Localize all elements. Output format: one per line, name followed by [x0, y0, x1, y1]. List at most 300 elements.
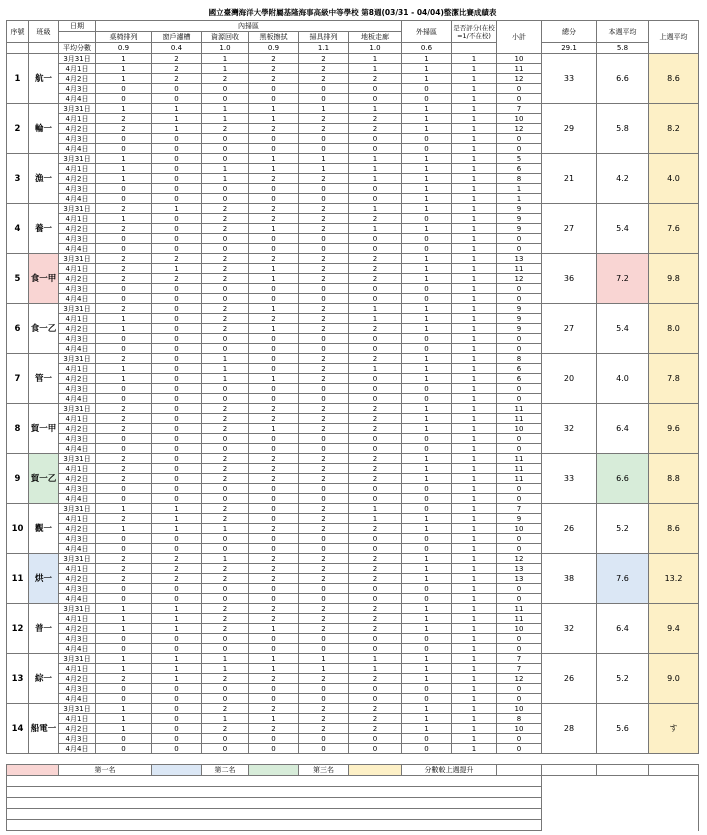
score-cell: 0 — [202, 194, 249, 204]
score-cell: 1 — [349, 364, 402, 374]
score-cell: 1 — [402, 184, 452, 194]
score-cell: 1 — [202, 104, 249, 114]
seat-number: 5 — [7, 254, 29, 304]
score-cell: 1 — [402, 254, 452, 264]
subtotal-cell: 0 — [497, 434, 542, 444]
score-cell: 0 — [299, 684, 349, 694]
score-cell: 0 — [152, 224, 202, 234]
scored-flag: 1 — [452, 404, 497, 414]
score-cell: 2 — [202, 704, 249, 714]
total-score: 29 — [542, 104, 597, 154]
score-cell: 1 — [402, 514, 452, 524]
date-cell: 4月3日 — [59, 234, 96, 244]
date-cell: 4月2日 — [59, 574, 96, 584]
scored-flag: 1 — [452, 434, 497, 444]
score-cell: 2 — [152, 554, 202, 564]
score-cell: 2 — [96, 674, 152, 684]
score-cell: 0 — [96, 134, 152, 144]
score-cell: 2 — [349, 114, 402, 124]
score-cell: 1 — [402, 704, 452, 714]
subtotal-cell: 0 — [497, 644, 542, 654]
date-cell: 4月2日 — [59, 624, 96, 634]
total-header: 總分 — [542, 21, 597, 43]
score-cell: 2 — [299, 404, 349, 414]
score-cell: 0 — [349, 484, 402, 494]
score-cell: 2 — [349, 404, 402, 414]
date-cell: 4月2日 — [59, 74, 96, 84]
score-cell: 1 — [202, 524, 249, 534]
score-cell: 1 — [349, 504, 402, 514]
item-header: 掃具排列 — [299, 32, 349, 43]
class-name: 烘一 — [29, 554, 59, 604]
score-cell: 2 — [299, 414, 349, 424]
score-cell: 0 — [152, 434, 202, 444]
score-cell: 0 — [249, 644, 299, 654]
score-cell: 1 — [299, 154, 349, 164]
scored-flag: 1 — [452, 114, 497, 124]
score-cell: 1 — [402, 304, 452, 314]
subtotal-cell: 9 — [497, 514, 542, 524]
score-cell: 2 — [299, 564, 349, 574]
score-cell: 1 — [152, 614, 202, 624]
score-cell: 2 — [299, 54, 349, 64]
subtotal-cell: 10 — [497, 114, 542, 124]
score-cell: 2 — [152, 74, 202, 84]
subtotal-cell: 10 — [497, 524, 542, 534]
score-cell: 2 — [249, 604, 299, 614]
score-cell: 0 — [299, 134, 349, 144]
score-cell: 1 — [402, 124, 452, 134]
subtotal-cell: 10 — [497, 704, 542, 714]
score-cell: 1 — [249, 274, 299, 284]
date-cell: 4月2日 — [59, 374, 96, 384]
score-cell: 0 — [349, 734, 402, 744]
score-cell: 0 — [249, 194, 299, 204]
score-cell: 1 — [402, 574, 452, 584]
date-cell: 4月2日 — [59, 674, 96, 684]
subtotal-cell: 11 — [497, 604, 542, 614]
score-cell: 0 — [349, 584, 402, 594]
subtotal-cell: 11 — [497, 404, 542, 414]
score-cell: 2 — [202, 504, 249, 514]
score-cell: 1 — [96, 724, 152, 734]
date-cell: 4月4日 — [59, 294, 96, 304]
score-cell: 1 — [152, 654, 202, 664]
subtotal-cell: 0 — [497, 144, 542, 154]
scored-flag: 1 — [452, 244, 497, 254]
empty-row — [7, 776, 699, 787]
scored-flag: 1 — [452, 314, 497, 324]
scored-flag: 1 — [452, 714, 497, 724]
score-cell: 2 — [349, 214, 402, 224]
date-cell: 3月31日 — [59, 554, 96, 564]
score-cell: 0 — [152, 644, 202, 654]
score-cell: 1 — [349, 154, 402, 164]
scored-flag: 1 — [452, 454, 497, 464]
subtotal-cell: 0 — [497, 634, 542, 644]
class-name: 輪一 — [29, 104, 59, 154]
score-cell: 2 — [299, 364, 349, 374]
scored-flag: 1 — [452, 374, 497, 384]
score-cell: 2 — [299, 504, 349, 514]
date-cell: 4月1日 — [59, 214, 96, 224]
last-week-average: 7.6 — [649, 204, 699, 254]
score-cell: 2 — [249, 704, 299, 714]
score-cell: 2 — [202, 124, 249, 134]
date-cell: 4月4日 — [59, 644, 96, 654]
subtotal-cell: 11 — [497, 414, 542, 424]
score-cell: 2 — [299, 554, 349, 564]
week-average: 4.2 — [597, 154, 649, 204]
date-cell: 4月1日 — [59, 164, 96, 174]
score-cell: 0 — [152, 294, 202, 304]
score-cell: 1 — [96, 524, 152, 534]
date-header: 日期 — [59, 21, 96, 32]
score-cell: 1 — [402, 314, 452, 324]
score-cell: 0 — [402, 234, 452, 244]
legend-label-first: 第一名 — [59, 765, 152, 776]
score-cell: 0 — [152, 454, 202, 464]
scored-flag: 1 — [452, 304, 497, 314]
scored-flag: 1 — [452, 154, 497, 164]
score-cell: 1 — [402, 64, 452, 74]
page-title: 國立臺灣海洋大學附屬基隆海事高級中等學校 第8週(03/31 - 04/04)整潔比賽成績表 — [7, 6, 699, 21]
subtotal-cell: 7 — [497, 664, 542, 674]
score-cell: 1 — [96, 214, 152, 224]
total-score: 38 — [542, 554, 597, 604]
subtotal-cell: 13 — [497, 254, 542, 264]
score-cell: 1 — [202, 554, 249, 564]
date-cell: 3月31日 — [59, 704, 96, 714]
date-cell: 4月4日 — [59, 544, 96, 554]
score-cell: 2 — [96, 224, 152, 234]
score-cell: 2 — [299, 474, 349, 484]
blank-cell — [497, 765, 542, 776]
date-cell: 3月31日 — [59, 254, 96, 264]
legend-swatch-third — [249, 765, 299, 776]
score-cell: 2 — [249, 474, 299, 484]
subtotal-cell: 7 — [497, 104, 542, 114]
date-cell: 4月4日 — [59, 344, 96, 354]
score-cell: 1 — [402, 564, 452, 574]
date-cell: 4月2日 — [59, 174, 96, 184]
subtotal-cell: 11 — [497, 474, 542, 484]
score-cell: 0 — [249, 134, 299, 144]
score-cell: 0 — [402, 334, 452, 344]
score-cell: 0 — [96, 594, 152, 604]
scored-flag: 1 — [452, 344, 497, 354]
score-cell: 0 — [96, 394, 152, 404]
score-cell: 2 — [249, 614, 299, 624]
score-cell: 2 — [202, 314, 249, 324]
scored-flag: 1 — [452, 524, 497, 534]
score-cell: 2 — [299, 64, 349, 74]
score-cell: 1 — [152, 514, 202, 524]
score-cell: 2 — [96, 554, 152, 564]
date-cell: 4月3日 — [59, 84, 96, 94]
scored-flag: 1 — [452, 324, 497, 334]
score-cell: 0 — [349, 374, 402, 384]
score-cell: 0 — [96, 234, 152, 244]
score-cell: 0 — [202, 434, 249, 444]
seat-number: 6 — [7, 304, 29, 354]
score-cell: 0 — [349, 184, 402, 194]
score-cell: 2 — [349, 474, 402, 484]
score-cell: 0 — [402, 634, 452, 644]
blank-cell — [542, 798, 699, 809]
blank-cell — [7, 809, 542, 820]
week-average: 6.4 — [597, 604, 649, 654]
score-cell: 2 — [249, 464, 299, 474]
date-spacer — [59, 32, 96, 43]
blank-cell — [402, 754, 452, 765]
score-cell: 2 — [299, 174, 349, 184]
score-cell: 2 — [349, 274, 402, 284]
score-table — [6, 6, 699, 831]
scored-flag: 1 — [452, 744, 497, 754]
score-cell: 1 — [96, 54, 152, 64]
score-cell: 0 — [402, 544, 452, 554]
subtotal-header: 小計 — [497, 21, 542, 54]
score-cell: 2 — [249, 724, 299, 734]
scored-flag: 1 — [452, 364, 497, 374]
last-week-average: 9.8 — [649, 254, 699, 304]
score-cell: 2 — [299, 254, 349, 264]
blank-cell — [202, 754, 249, 765]
week-average: 5.8 — [597, 104, 649, 154]
score-cell: 0 — [202, 94, 249, 104]
score-cell: 0 — [202, 154, 249, 164]
score-cell: 1 — [152, 204, 202, 214]
score-cell: 0 — [349, 284, 402, 294]
scored-flag: 1 — [452, 414, 497, 424]
score-cell: 2 — [249, 204, 299, 214]
scored-flag: 1 — [452, 634, 497, 644]
score-cell: 0 — [152, 184, 202, 194]
score-cell: 0 — [202, 484, 249, 494]
score-cell: 0 — [152, 694, 202, 704]
scored-flag: 1 — [452, 674, 497, 684]
score-cell: 2 — [349, 414, 402, 424]
scored-flag: 1 — [452, 654, 497, 664]
score-cell: 1 — [349, 54, 402, 64]
score-cell: 0 — [249, 444, 299, 454]
score-cell: 0 — [152, 134, 202, 144]
score-cell: 0 — [202, 744, 249, 754]
score-cell: 2 — [249, 524, 299, 534]
score-cell: 0 — [152, 424, 202, 434]
score-cell: 1 — [96, 64, 152, 74]
score-cell: 0 — [202, 344, 249, 354]
total-score: 27 — [542, 204, 597, 254]
score-cell: 0 — [299, 594, 349, 604]
score-cell: 1 — [249, 164, 299, 174]
subtotal-cell: 0 — [497, 444, 542, 454]
subtotal-cell: 0 — [497, 244, 542, 254]
score-cell: 0 — [152, 214, 202, 224]
score-cell: 1 — [202, 54, 249, 64]
blank-cell — [452, 754, 497, 765]
legend-swatch-second — [152, 765, 202, 776]
class-name: 食一甲 — [29, 254, 59, 304]
subtotal-cell: 6 — [497, 164, 542, 174]
last-week-average: 8.6 — [649, 54, 699, 104]
table-row — [7, 454, 699, 464]
score-cell: 1 — [96, 374, 152, 384]
score-cell: 2 — [349, 574, 402, 584]
table-row — [7, 704, 699, 714]
score-cell: 0 — [299, 584, 349, 594]
subtotal-cell: 0 — [497, 684, 542, 694]
score-cell: 0 — [202, 234, 249, 244]
scored-flag: 1 — [452, 94, 497, 104]
avg-score-label: 平均分數 — [59, 43, 96, 54]
scored-flag: 1 — [452, 174, 497, 184]
score-cell: 2 — [202, 264, 249, 274]
score-cell: 1 — [402, 154, 452, 164]
subtotal-cell: 13 — [497, 574, 542, 584]
last-week-avg-header: 上週平均 — [649, 21, 699, 54]
score-cell: 2 — [249, 174, 299, 184]
score-cell: 1 — [96, 364, 152, 374]
score-cell: 1 — [96, 154, 152, 164]
score-cell: 2 — [349, 464, 402, 474]
score-cell: 2 — [299, 354, 349, 364]
score-cell: 1 — [202, 174, 249, 184]
score-cell: 2 — [202, 304, 249, 314]
subtotal-cell: 0 — [497, 284, 542, 294]
score-cell: 0 — [96, 434, 152, 444]
score-cell: 0 — [96, 294, 152, 304]
week-average: 6.6 — [597, 54, 649, 104]
seat-number: 11 — [7, 554, 29, 604]
item-header: 黑板擦拭 — [249, 32, 299, 43]
score-cell: 0 — [349, 744, 402, 754]
score-cell: 1 — [402, 264, 452, 274]
score-cell: 0 — [402, 694, 452, 704]
date-cell: 4月1日 — [59, 564, 96, 574]
scored-flag: 1 — [452, 284, 497, 294]
blank-cell — [7, 820, 542, 831]
weight-cell: 0.9 — [96, 43, 152, 54]
score-cell: 1 — [402, 604, 452, 614]
blank-cell — [29, 43, 59, 54]
subtotal-cell: 0 — [497, 694, 542, 704]
date-cell: 4月2日 — [59, 224, 96, 234]
score-cell: 0 — [299, 694, 349, 704]
score-cell: 1 — [402, 74, 452, 84]
score-cell: 0 — [96, 84, 152, 94]
score-cell: 2 — [349, 424, 402, 434]
score-cell: 0 — [249, 484, 299, 494]
score-cell: 1 — [202, 64, 249, 74]
score-cell: 1 — [402, 464, 452, 474]
score-cell: 0 — [249, 594, 299, 604]
score-cell: 2 — [202, 474, 249, 484]
subtotal-cell: 9 — [497, 304, 542, 314]
score-cell: 0 — [249, 184, 299, 194]
date-cell: 3月31日 — [59, 654, 96, 664]
subtotal-cell: 10 — [497, 54, 542, 64]
score-cell: 1 — [402, 174, 452, 184]
score-cell: 1 — [402, 454, 452, 464]
date-cell: 4月3日 — [59, 534, 96, 544]
score-cell: 1 — [349, 164, 402, 174]
score-cell: 0 — [349, 694, 402, 704]
blank-cell — [349, 754, 402, 765]
score-cell: 2 — [249, 254, 299, 264]
scored-header-text: 是否評分(在校=1/不在校) — [453, 23, 495, 40]
score-cell: 0 — [96, 494, 152, 504]
empty-row — [7, 809, 699, 820]
date-cell: 4月2日 — [59, 274, 96, 284]
empty-row — [7, 820, 699, 831]
score-cell: 1 — [249, 374, 299, 384]
class-name: 觀一 — [29, 504, 59, 554]
score-cell: 1 — [402, 424, 452, 434]
date-cell: 4月3日 — [59, 284, 96, 294]
legend-label-improved: 分數較上週提升 — [402, 765, 497, 776]
date-cell: 3月31日 — [59, 54, 96, 64]
score-cell: 0 — [152, 544, 202, 554]
date-cell: 4月2日 — [59, 474, 96, 484]
score-cell: 0 — [249, 494, 299, 504]
score-cell: 0 — [299, 734, 349, 744]
score-cell: 0 — [299, 634, 349, 644]
score-cell: 0 — [249, 514, 299, 524]
score-cell: 2 — [349, 714, 402, 724]
score-cell: 0 — [152, 354, 202, 364]
score-cell: 1 — [249, 424, 299, 434]
scored-flag: 1 — [452, 664, 497, 674]
seat-number: 10 — [7, 504, 29, 554]
score-cell: 0 — [402, 214, 452, 224]
score-cell: 1 — [202, 114, 249, 124]
class-name: 食一乙 — [29, 304, 59, 354]
score-cell: 1 — [349, 664, 402, 674]
score-cell: 0 — [249, 354, 299, 364]
table-row — [7, 404, 699, 414]
score-cell: 2 — [96, 424, 152, 434]
item-header: 窗戶濾槽 — [152, 32, 202, 43]
score-cell: 2 — [349, 604, 402, 614]
date-cell: 4月2日 — [59, 424, 96, 434]
score-cell: 2 — [349, 74, 402, 84]
scored-flag: 1 — [452, 264, 497, 274]
score-cell: 1 — [96, 104, 152, 114]
score-cell: 2 — [202, 324, 249, 334]
subtotal-cell: 0 — [497, 334, 542, 344]
date-cell: 3月31日 — [59, 404, 96, 414]
score-cell: 0 — [202, 184, 249, 194]
date-cell: 4月1日 — [59, 414, 96, 424]
subtotal-cell: 0 — [497, 594, 542, 604]
score-cell: 2 — [349, 564, 402, 574]
score-cell: 0 — [349, 84, 402, 94]
score-cell: 0 — [299, 244, 349, 254]
score-cell: 2 — [202, 614, 249, 624]
seat-number: 1 — [7, 54, 29, 104]
scored-flag: 1 — [452, 294, 497, 304]
score-cell: 2 — [299, 224, 349, 234]
score-cell: 0 — [202, 294, 249, 304]
score-cell: 1 — [299, 164, 349, 174]
score-cell: 0 — [299, 194, 349, 204]
score-cell: 0 — [152, 344, 202, 354]
blank-cell — [542, 820, 699, 831]
score-cell: 2 — [299, 604, 349, 614]
score-cell: 1 — [152, 624, 202, 634]
